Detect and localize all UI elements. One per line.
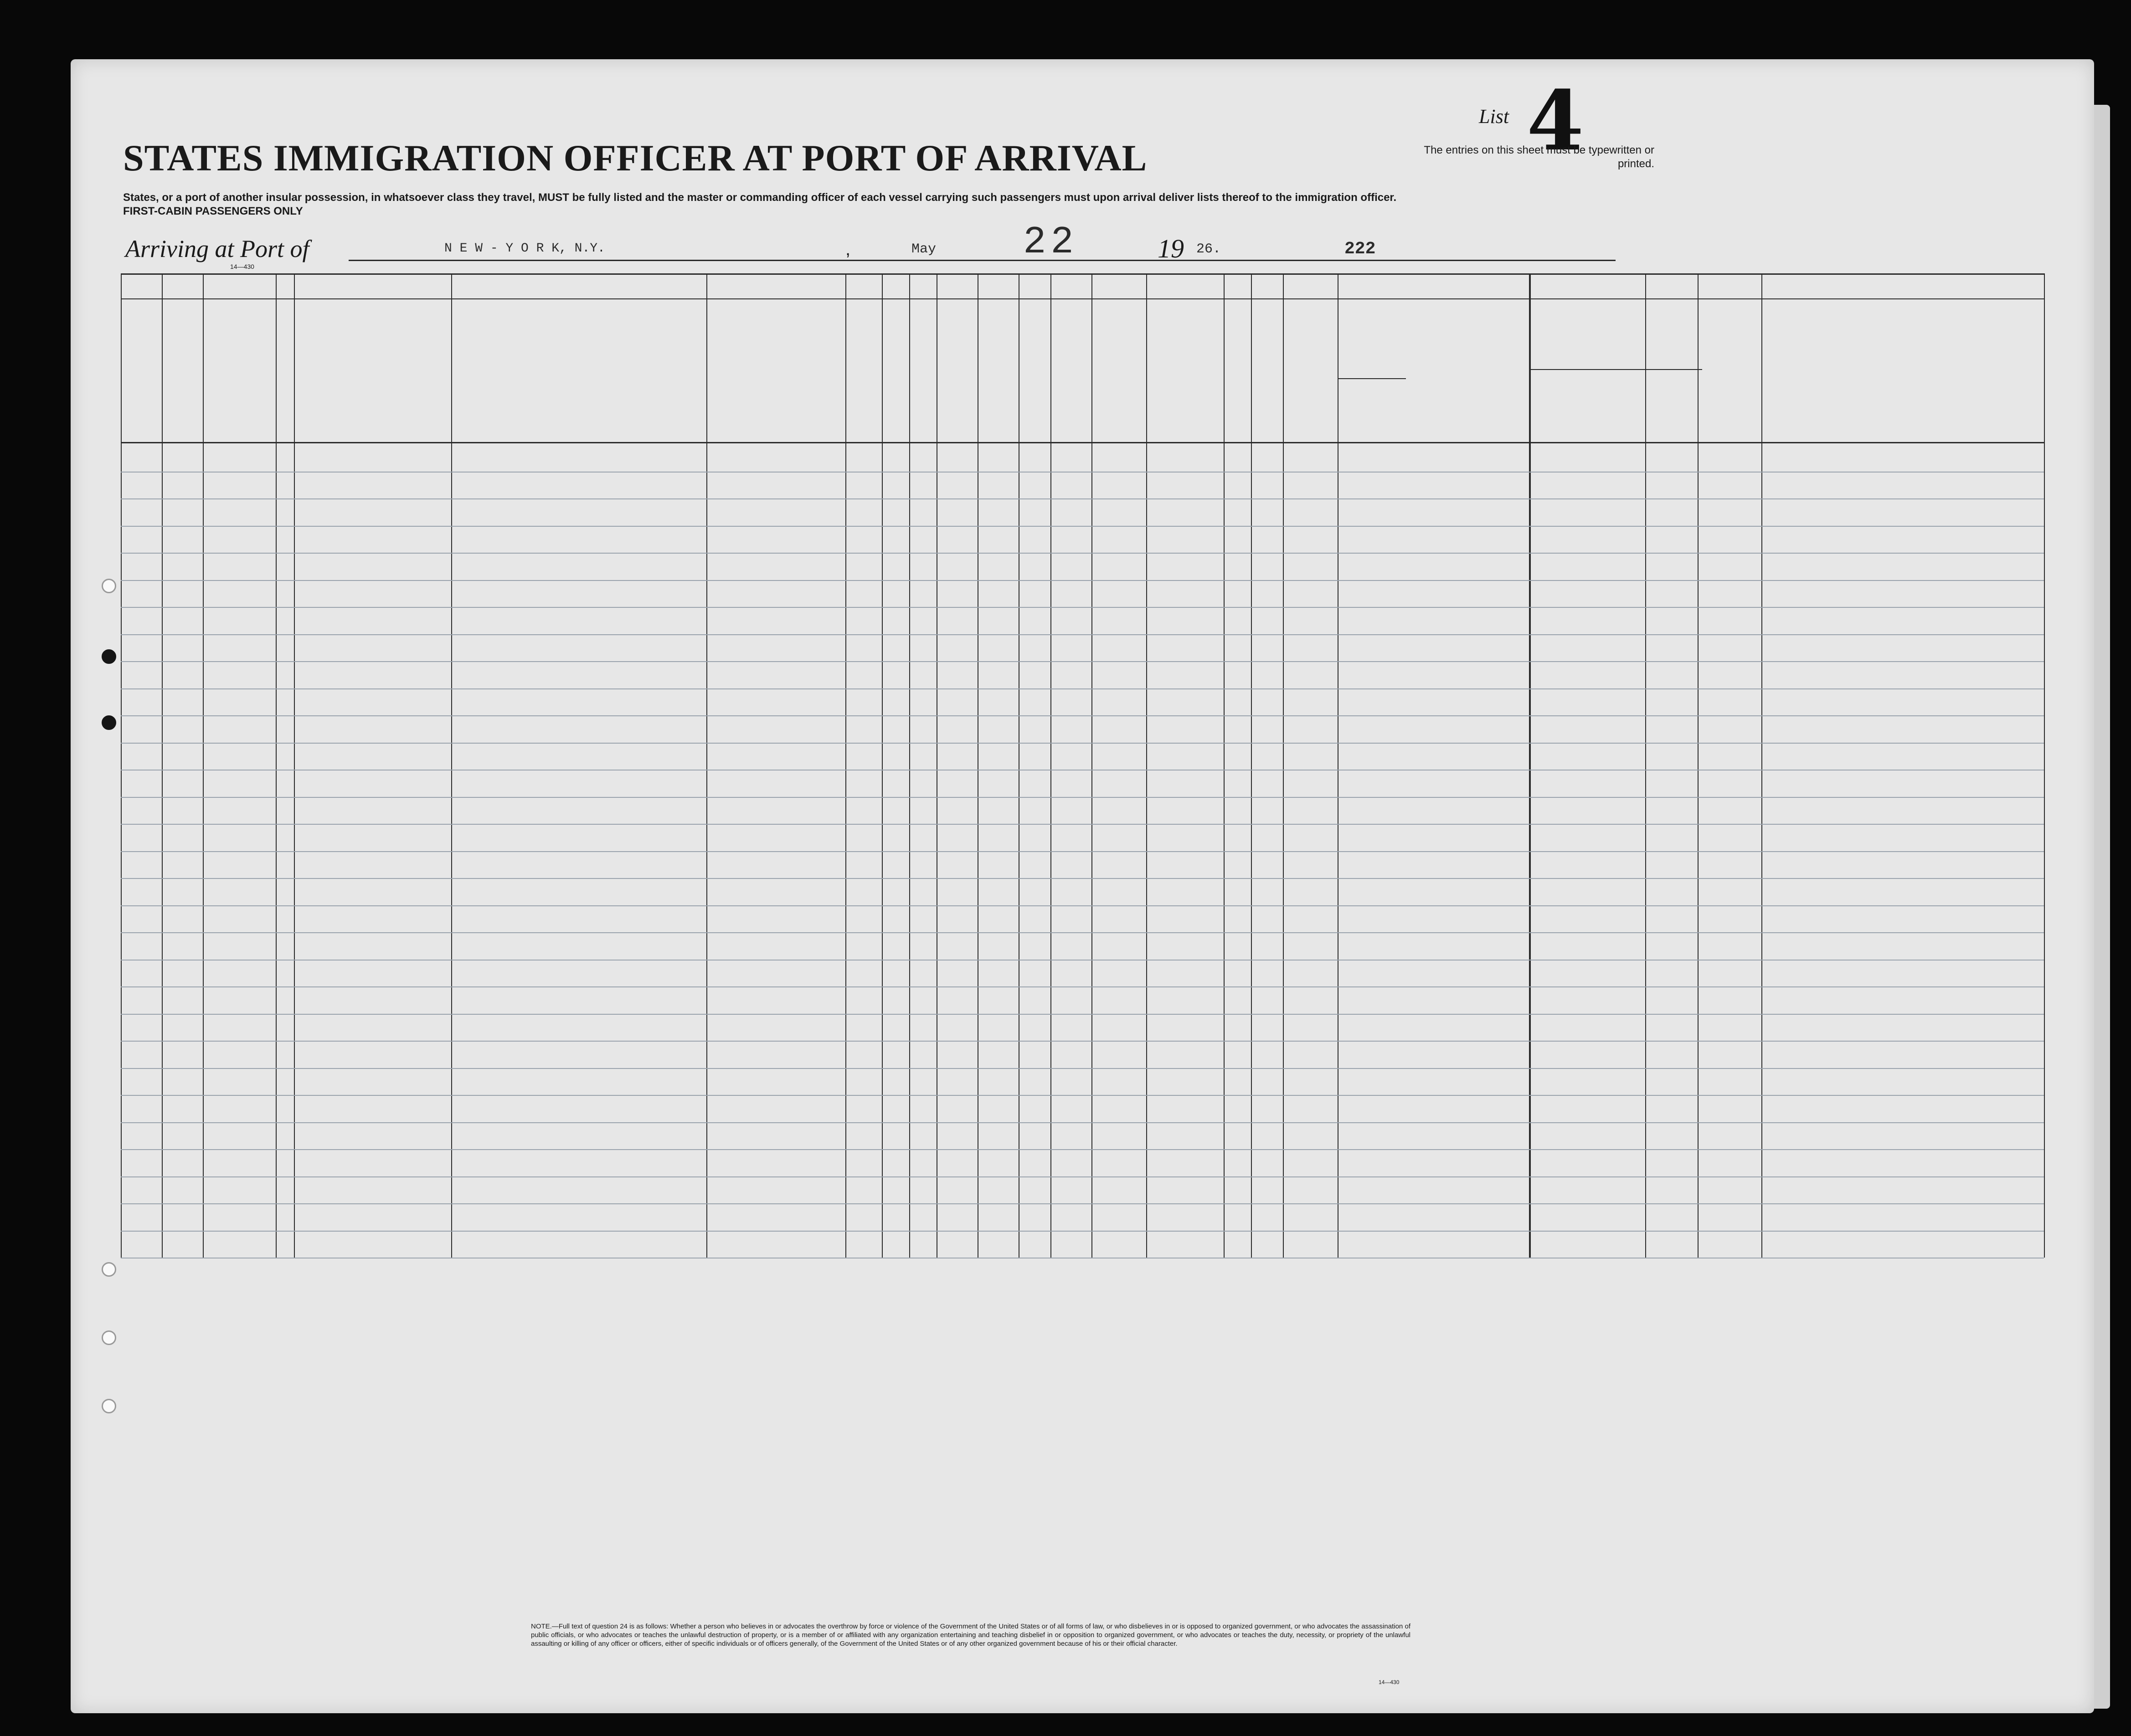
row-rule xyxy=(121,661,2044,662)
arrival-day: 22 xyxy=(1023,221,1078,264)
column-divider xyxy=(276,273,277,1258)
column-divider xyxy=(1645,273,1646,1258)
list-number: 4 xyxy=(1527,73,1584,169)
column-divider xyxy=(1251,273,1252,1258)
punch-hole-3 xyxy=(102,715,116,730)
row-rule xyxy=(121,526,2044,527)
page-subtitle: States, or a port of another insular possession, in whatsoever class they travel, MUST be fully listed and the master or commanding officer of each vessel carrying such passengers must upon arrival deliver lists thereof to the immigration officer. xyxy=(123,191,1397,204)
row-rule xyxy=(121,472,2044,473)
column-divider xyxy=(1761,273,1762,1258)
column-divider xyxy=(706,273,707,1258)
footer-note: NOTE.—Full text of question 24 is as follows: Whether a person who believes in or advocates the overthrow by force or violence of the Government of the United States or of all forms of law, or who disbelieves in or is opposed to organized government, or who advocates the assassination of public officials, or who advocates or teaches the unlawful destruction of property, or is a member of or affiliated with any organization entertaining and teaching disbelief in or opposition to organized government, or who advocates or teaches the duty, necessity, or propriety of the unlawful assaulting or killing of any officer or officers, either of specific individuals or of officers generally, of the Government of the United States or of any other organized government because of his or their official character. xyxy=(531,1623,1410,1648)
column-divider xyxy=(909,273,910,1258)
row-rule xyxy=(121,1176,2044,1177)
column-divider xyxy=(1698,273,1699,1258)
manifest-page xyxy=(71,59,2094,1713)
column-divider xyxy=(121,273,122,1258)
row-rule xyxy=(121,580,2044,581)
column-number-rule xyxy=(121,298,2044,299)
port-name: N E W - Y O R K, N.Y. xyxy=(444,241,605,256)
year-suffix: 26. xyxy=(1196,241,1221,257)
color-of-rule xyxy=(1338,378,1406,379)
column-divider xyxy=(2044,273,2045,1258)
row-rule xyxy=(121,743,2044,744)
punch-hole-1 xyxy=(102,579,116,593)
list-label: List xyxy=(1479,105,1509,128)
column-divider xyxy=(294,273,295,1258)
page-title: STATES IMMIGRATION OFFICER AT PORT OF ARRIVAL xyxy=(123,137,1148,179)
place-of-birth-rule xyxy=(1529,369,1702,370)
row-rule xyxy=(121,851,2044,852)
column-divider xyxy=(1529,273,1531,1258)
row-rule xyxy=(121,1095,2044,1096)
manifest-table xyxy=(71,59,2094,1713)
arriving-label: Arriving at Port of xyxy=(125,235,309,262)
column-divider xyxy=(451,273,452,1258)
row-rule xyxy=(121,1122,2044,1123)
row-rule xyxy=(121,824,2044,825)
row-rule xyxy=(121,1203,2044,1204)
year-prefix: 19 xyxy=(1158,234,1184,263)
form-number: 14—430 xyxy=(230,263,254,270)
row-rule xyxy=(121,1041,2044,1042)
row-rule xyxy=(121,797,2044,798)
column-divider xyxy=(1224,273,1225,1258)
punch-hole-6 xyxy=(102,1399,116,1413)
row-rule xyxy=(121,688,2044,689)
punch-hole-5 xyxy=(102,1330,116,1345)
row-rule xyxy=(121,1068,2044,1069)
column-divider xyxy=(162,273,163,1258)
arrival-month: May xyxy=(911,241,937,257)
column-divider xyxy=(1283,273,1284,1258)
row-rule xyxy=(121,715,2044,716)
row-rule xyxy=(121,1014,2044,1015)
column-divider xyxy=(1050,273,1051,1258)
row-rule xyxy=(121,986,2044,987)
column-divider xyxy=(1091,273,1092,1258)
column-divider xyxy=(845,273,846,1258)
column-divider xyxy=(1146,273,1147,1258)
column-divider xyxy=(203,273,204,1258)
class-note: FIRST-CABIN PASSENGERS ONLY xyxy=(123,205,303,217)
row-rule xyxy=(121,1149,2044,1150)
column-divider xyxy=(882,273,883,1258)
row-rule xyxy=(121,634,2044,635)
comma-1: , xyxy=(845,239,851,259)
row-rule xyxy=(121,905,2044,906)
entries-note: The entries on this sheet must be typewritten or printed. xyxy=(1424,144,1654,170)
footer-form-number: 14—430 xyxy=(1379,1679,1400,1685)
row-rule xyxy=(121,607,2044,608)
table-header-rule xyxy=(121,442,2044,443)
row-rule xyxy=(121,932,2044,933)
punch-hole-4 xyxy=(102,1262,116,1277)
row-rule xyxy=(121,553,2044,554)
page-number: 222 xyxy=(1344,239,1376,259)
row-rule xyxy=(121,498,2044,499)
row-rule xyxy=(121,1231,2044,1232)
row-rule xyxy=(121,878,2044,879)
table-top-border xyxy=(121,273,2044,275)
punch-hole-2 xyxy=(102,649,116,664)
